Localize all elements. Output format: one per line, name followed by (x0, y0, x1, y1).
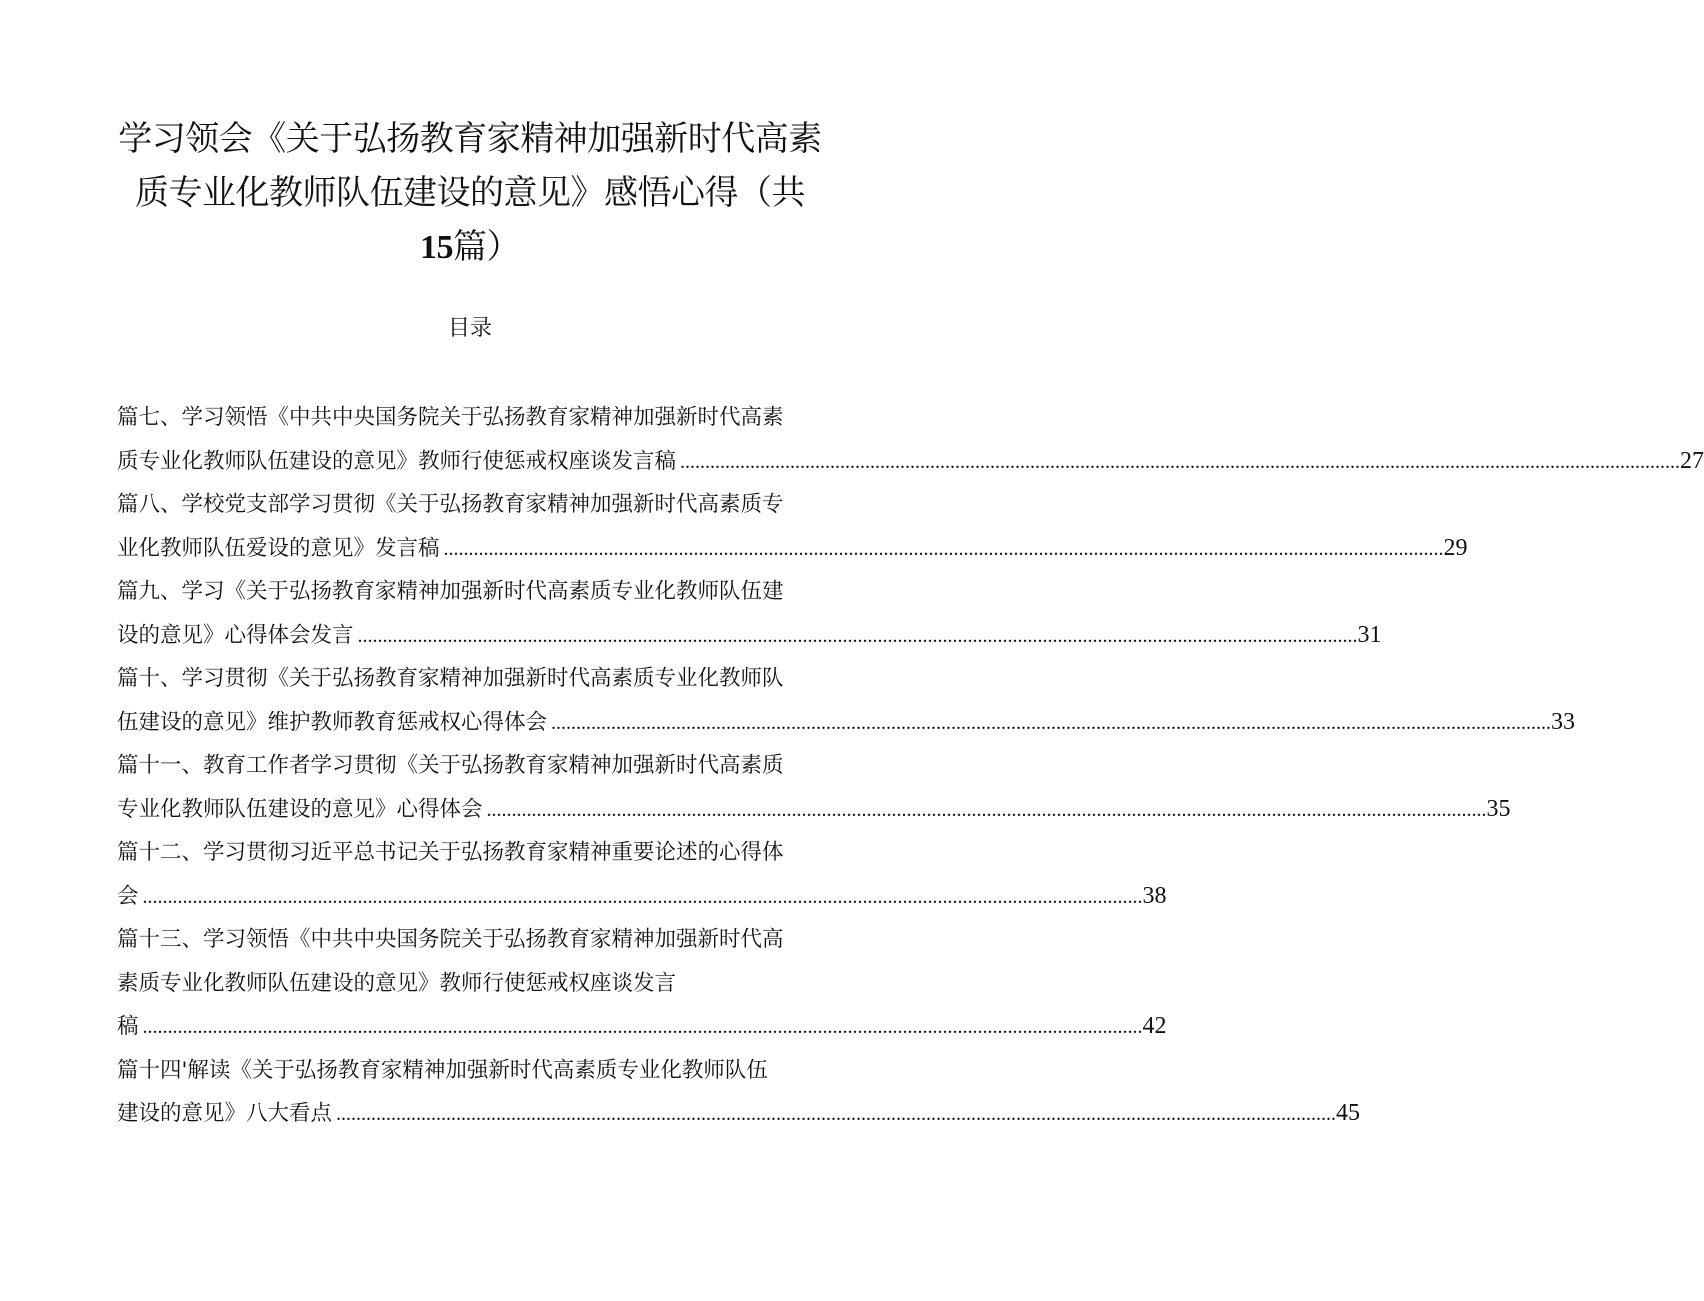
toc-entry-text: 专业化教师队伍建设的意见》心得体会 (117, 796, 483, 822)
toc-entry[interactable] (117, 396, 1704, 483)
toc-page-number: 45 (1336, 1100, 1361, 1126)
toc-entry-text: 稿 (117, 1014, 139, 1039)
toc-page-number: 38 (1142, 882, 1167, 909)
toc-entry-text: 会 (117, 883, 139, 909)
toc-leader-dots: ........................................................................................................................................................................................................ (551, 711, 1552, 734)
toc-leader-dots: ........................................................................................................................................................................................................ (357, 624, 1358, 647)
toc-page-number: 35 (1486, 795, 1511, 822)
title-line-1: 学习领会《关于弘扬教育家精神加强新时代高素 (118, 119, 822, 159)
toc-entry[interactable] (117, 744, 1511, 831)
toc-entry-line: 篇十、学习贯彻《关于弘扬教育家精神加强新时代高素质专业化教师队 (117, 666, 784, 691)
toc-leader-dots: ........................................................................................................................................................................................................ (680, 450, 1681, 473)
toc-entry-line: 篇十三、学习领悟《中共中央国务院关于弘扬教育家精神加强新时代高 (117, 927, 784, 952)
toc-page-number: 31 (1357, 621, 1382, 648)
toc-entry-line: 篇九、学习《关于弘扬教育家精神加强新时代高素质专业化教师队伍建 (117, 579, 784, 604)
toc-leader-dots: ........................................................................................................................................................................................................ (336, 1103, 1337, 1125)
toc-entry-text: 业化教师队伍爱设的意见》发言稿 (117, 535, 440, 561)
toc-entry-last-line (117, 614, 1382, 658)
toc-entry-last-line (117, 1092, 1361, 1136)
toc-entry[interactable] (117, 1049, 1361, 1136)
toc-entry[interactable] (117, 657, 1576, 744)
toc-entry-line: 篇十四'解读《关于弘扬教育家精神加强新时代高素质专业化教师队伍 (117, 1057, 768, 1083)
toc-entry-last-line (117, 1005, 1167, 1049)
toc-entry-text: 设的意见》心得体会发言 (117, 622, 354, 648)
title-line-3: 篇） (453, 227, 520, 267)
document-title (110, 112, 830, 275)
toc-entry-line: 篇八、学校党支部学习贯彻《关于弘扬教育家精神加强新时代高素质专 (117, 492, 784, 517)
table-of-contents (117, 396, 1704, 1136)
toc-entry-line: 素质专业化教师队伍建设的意见》教师行使惩戒权座谈发言 (117, 970, 677, 996)
toc-leader-dots: ........................................................................................................................................................................................................ (443, 537, 1444, 560)
toc-entry-text: 质专业化教师队伍建设的意见》教师行使惩戒权座谈发言稿 (117, 448, 677, 474)
toc-page-number: 33 (1551, 708, 1576, 735)
toc-page-number: 42 (1142, 1013, 1167, 1039)
toc-entry-line: 篇十二、学习贯彻习近平总书记关于弘扬教育家精神重要论述的心得体 (117, 840, 784, 865)
toc-entry-last-line (117, 788, 1511, 832)
toc-leader-dots: ........................................................................................................................................................................................................ (142, 885, 1143, 908)
toc-entry-text: 伍建设的意见》维护教师教育惩戒权心得体会 (117, 709, 548, 735)
toc-entry-line: 篇十一、教育工作者学习贯彻《关于弘扬教育家精神加强新时代高素质 (117, 753, 784, 778)
toc-entry-last-line (117, 701, 1576, 745)
toc-page-number: 29 (1443, 534, 1468, 561)
toc-entry-last-line (117, 875, 1167, 919)
toc-entry-line: 篇七、学习领悟《中共中央国务院关于弘扬教育家精神加强新时代高素 (117, 405, 784, 430)
toc-heading: 目录 (447, 316, 492, 341)
toc-leader-dots: ........................................................................................................................................................................................................ (142, 1016, 1143, 1038)
toc-leader-dots: ........................................................................................................................................................................................................ (486, 798, 1487, 821)
toc-entry-text: 建设的意见》八大看点 (117, 1101, 333, 1126)
toc-entry-last-line (117, 527, 1468, 571)
toc-page-number: 27 (1680, 447, 1704, 474)
toc-entry-last-line (117, 440, 1704, 484)
toc-entry[interactable] (117, 918, 1167, 1049)
title-count: 15 (420, 229, 453, 266)
toc-entry[interactable] (117, 483, 1468, 570)
toc-entry[interactable] (117, 570, 1382, 657)
toc-entry[interactable] (117, 831, 1167, 918)
title-line-2: 质专业化教师队伍建设的意见》感悟心得（共 (135, 173, 805, 213)
